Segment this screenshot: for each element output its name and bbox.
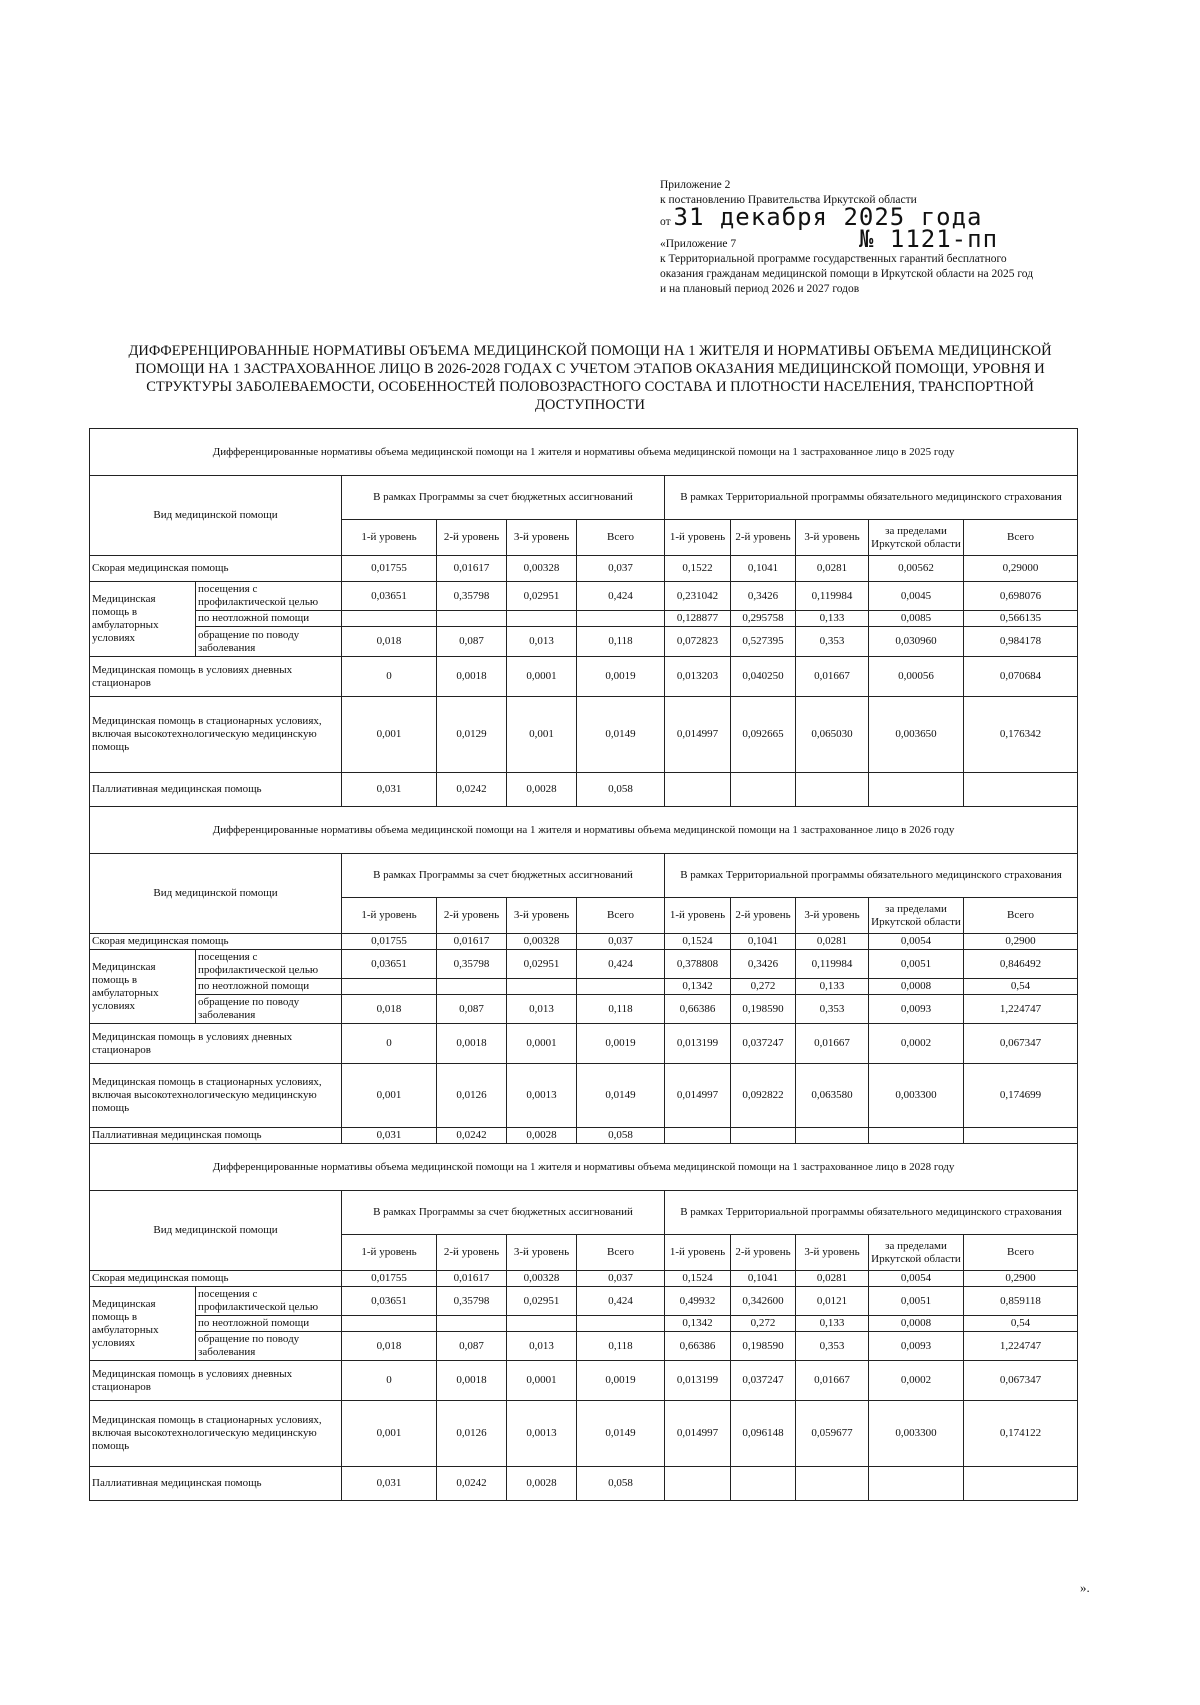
value-cell: 0,02951 <box>507 582 577 611</box>
table-row <box>90 582 1078 611</box>
column-header: за пределами Иркутской области <box>869 898 964 934</box>
table-row <box>90 1128 1078 1144</box>
value-cell: 0,424 <box>577 950 665 979</box>
column-header: Всего <box>577 1235 665 1271</box>
value-cell: 0,087 <box>437 627 507 657</box>
value-cell: 0 <box>342 657 437 697</box>
value-cell: 0,018 <box>342 1332 437 1361</box>
budget-header: В рамках Программы за счет бюджетных ассигнований <box>342 1191 665 1235</box>
value-cell: 0,087 <box>437 995 507 1024</box>
empty-cell <box>342 1316 437 1332</box>
row-label-palliative: Паллиативная медицинская помощь <box>90 1128 342 1144</box>
value-cell: 0,133 <box>796 979 869 995</box>
value-cell: 0,54 <box>964 979 1078 995</box>
value-cell: 0,092822 <box>731 1064 796 1128</box>
value-cell: 0,1522 <box>665 556 731 582</box>
value-cell: 0,003300 <box>869 1064 964 1128</box>
value-cell: 0,067347 <box>964 1361 1078 1401</box>
value-cell: 1,224747 <box>964 1332 1078 1361</box>
value-cell: 0,0051 <box>869 950 964 979</box>
value-cell: 0,096148 <box>731 1401 796 1467</box>
empty-cell <box>964 1467 1078 1501</box>
value-cell: 0,065030 <box>796 697 869 773</box>
value-cell: 0,059677 <box>796 1401 869 1467</box>
value-cell: 0,424 <box>577 1287 665 1316</box>
value-cell: 0,067347 <box>964 1024 1078 1064</box>
value-cell: 0,1041 <box>731 556 796 582</box>
column-header: Всего <box>577 898 665 934</box>
value-cell: 0,0013 <box>507 1064 577 1128</box>
value-cell: 0,037 <box>577 556 665 582</box>
closing-quote: ». <box>1080 1580 1090 1595</box>
row-label-disease: обращение по поводу заболевания <box>196 627 342 657</box>
value-cell: 0,0126 <box>437 1401 507 1467</box>
row-label-disease: обращение по поводу заболевания <box>196 995 342 1024</box>
value-cell: 0,698076 <box>964 582 1078 611</box>
value-cell: 0,0129 <box>437 697 507 773</box>
value-cell: 0,0085 <box>869 611 964 627</box>
table-caption-row <box>90 1144 1078 1191</box>
value-cell: 0,031 <box>342 1128 437 1144</box>
value-cell: 0,014997 <box>665 697 731 773</box>
value-cell: 0,527395 <box>731 627 796 657</box>
value-cell: 0 <box>342 1024 437 1064</box>
value-cell: 0,176342 <box>964 697 1078 773</box>
value-cell: 0,118 <box>577 627 665 657</box>
value-cell: 0,424 <box>577 582 665 611</box>
table-row <box>90 657 1078 697</box>
column-header: 2-й уровень <box>437 520 507 556</box>
value-cell: 0,1342 <box>665 1316 731 1332</box>
column-header: 1-й уровень <box>342 520 437 556</box>
column-header: 2-й уровень <box>731 1235 796 1271</box>
resolution-ref: к постановлению Правительства Иркутской области <box>660 194 917 206</box>
value-cell: 0,0019 <box>577 1024 665 1064</box>
table-row <box>90 950 1078 979</box>
value-cell: 0,087 <box>437 1332 507 1361</box>
oms-header: В рамках Территориальной программы обязательного медицинского страхования <box>665 854 1078 898</box>
from-prefix: от <box>660 216 671 228</box>
empty-cell <box>796 1128 869 1144</box>
value-cell: 0,1524 <box>665 934 731 950</box>
value-cell: 0,037247 <box>731 1361 796 1401</box>
oms-header: В рамках Территориальной программы обязательного медицинского страхования <box>665 476 1078 520</box>
value-cell: 0,0028 <box>507 1128 577 1144</box>
value-cell: 0,018 <box>342 995 437 1024</box>
row-label-ambulance: Скорая медицинская помощь <box>90 1271 342 1287</box>
table-row <box>90 934 1078 950</box>
row-label-palliative: Паллиативная медицинская помощь <box>90 773 342 807</box>
table-row <box>90 1271 1078 1287</box>
value-cell: 0,0008 <box>869 1316 964 1332</box>
row-label-outpatient: Медицинская помощь в амбулаторных условиях <box>90 950 196 1024</box>
value-cell: 0,0281 <box>796 934 869 950</box>
column-header: 3-й уровень <box>507 1235 577 1271</box>
column-header: 3-й уровень <box>796 520 869 556</box>
value-cell: 0,119984 <box>796 582 869 611</box>
row-label-inpatient: Медицинская помощь в стационарных условиях, включая высокотехнологическую медицинскую помощь <box>90 697 342 773</box>
table-row <box>90 1361 1078 1401</box>
value-cell: 0,001 <box>342 1064 437 1128</box>
table-header-row <box>90 1191 1078 1235</box>
empty-cell <box>507 611 577 627</box>
column-header: 1-й уровень <box>665 1235 731 1271</box>
value-cell: 0,037 <box>577 1271 665 1287</box>
value-cell: 1,224747 <box>964 995 1078 1024</box>
value-cell: 0,0149 <box>577 1401 665 1467</box>
value-cell: 0,03651 <box>342 582 437 611</box>
value-cell: 0,02951 <box>507 950 577 979</box>
value-cell: 0,35798 <box>437 1287 507 1316</box>
empty-cell <box>507 979 577 995</box>
normatives-tables <box>89 428 1077 1501</box>
value-cell: 0,0001 <box>507 1361 577 1401</box>
value-cell: 0,013203 <box>665 657 731 697</box>
empty-cell <box>665 1467 731 1501</box>
value-cell: 0,058 <box>577 773 665 807</box>
value-cell: 0,0018 <box>437 657 507 697</box>
value-cell: 0,0018 <box>437 1024 507 1064</box>
value-cell: 0,018 <box>342 627 437 657</box>
value-cell: 0,0019 <box>577 657 665 697</box>
value-cell: 0,092665 <box>731 697 796 773</box>
value-cell: 0,0002 <box>869 1024 964 1064</box>
value-cell: 0,1041 <box>731 1271 796 1287</box>
value-cell: 0,0045 <box>869 582 964 611</box>
row-label-urgent: по неотложной помощи <box>196 979 342 995</box>
document-title: ДИФФЕРЕНЦИРОВАННЫЕ НОРМАТИВЫ ОБЪЕМА МЕДИЦИНСКОЙ ПОМОЩИ НА 1 ЖИТЕЛЯ И НОРМАТИВЫ ОБЪЕМА МЕДИЦИНСКОЙ ПОМОЩИ НА 1 ЗАСТРАХОВАННОЕ ЛИЦО В 2026-2028 ГОДАХ С УЧЕТОМ ЭТАПОВ ОКАЗАНИЯ МЕДИЦИНСКОЙ ПОМОЩИ, УРОВНЯ И СТРУКТУРЫ ЗАБОЛЕВАЕМОСТИ, ОСОБЕННОСТЕЙ ПОЛОВОЗРАСТНОГО СОСТАВА И ПЛОТНОСТИ НАСЕЛЕНИЯ, ТРАНСПОРТНОЙ ДОСТУПНОСТИ <box>128 343 1052 413</box>
empty-cell <box>964 1128 1078 1144</box>
table-row <box>90 1287 1078 1316</box>
value-cell: 0,0242 <box>437 1467 507 1501</box>
value-cell: 0,0281 <box>796 1271 869 1287</box>
row-label-visits: посещения с профилактической целью <box>196 1287 342 1316</box>
value-cell: 0,174122 <box>964 1401 1078 1467</box>
value-cell: 0,037247 <box>731 1024 796 1064</box>
value-cell: 0,031 <box>342 773 437 807</box>
value-cell: 0,01667 <box>796 1361 869 1401</box>
value-cell: 0,014997 <box>665 1401 731 1467</box>
value-cell: 0,0013 <box>507 1401 577 1467</box>
table-row <box>90 979 1078 995</box>
table-row <box>90 773 1078 807</box>
empty-cell <box>437 611 507 627</box>
value-cell: 0,01617 <box>437 934 507 950</box>
empty-cell <box>437 979 507 995</box>
value-cell: 0,566135 <box>964 611 1078 627</box>
value-cell: 0,01755 <box>342 934 437 950</box>
value-cell: 0,0028 <box>507 773 577 807</box>
value-cell: 0,00328 <box>507 934 577 950</box>
value-cell: 0,353 <box>796 995 869 1024</box>
value-cell: 0,0149 <box>577 697 665 773</box>
value-cell: 0,013 <box>507 1332 577 1361</box>
value-cell: 0,272 <box>731 979 796 995</box>
handwritten-number: № 1121-пп <box>858 225 999 253</box>
value-cell: 0,0242 <box>437 1128 507 1144</box>
value-cell: 0,119984 <box>796 950 869 979</box>
value-cell: 0,859118 <box>964 1287 1078 1316</box>
row-label-inpatient: Медицинская помощь в стационарных условиях, включая высокотехнологическую медицинскую помощь <box>90 1064 342 1128</box>
value-cell: 0,001 <box>507 697 577 773</box>
value-cell: 0,01755 <box>342 1271 437 1287</box>
value-cell: 0,058 <box>577 1128 665 1144</box>
table-row <box>90 1316 1078 1332</box>
value-cell: 0,001 <box>342 697 437 773</box>
handwritten-date: 31 декабря 2025 года <box>673 203 983 231</box>
budget-header: В рамках Программы за счет бюджетных ассигнований <box>342 854 665 898</box>
value-cell: 0,3426 <box>731 950 796 979</box>
column-header: 2-й уровень <box>731 898 796 934</box>
table-caption: Дифференцированные нормативы объема медицинской помощи на 1 жителя и нормативы объема медицинской помощи на 1 застрахованное лицо в 2026 году <box>90 807 1078 854</box>
value-cell: 0,030960 <box>869 627 964 657</box>
annex-7-label: «Приложение 7 <box>660 238 737 250</box>
column-header: Всего <box>964 520 1078 556</box>
table-caption: Дифференцированные нормативы объема медицинской помощи на 1 жителя и нормативы объема медицинской помощи на 1 застрахованное лицо в 2028 году <box>90 1144 1078 1191</box>
value-cell: 0,03651 <box>342 1287 437 1316</box>
value-cell: 0,35798 <box>437 950 507 979</box>
empty-cell <box>869 1128 964 1144</box>
table-row <box>90 627 1078 657</box>
col-type-header: Вид медицинской помощи <box>90 476 342 556</box>
annex-7-line <box>660 225 1100 253</box>
value-cell: 0,0054 <box>869 934 964 950</box>
table-row <box>90 995 1078 1024</box>
value-cell: 0,272 <box>731 1316 796 1332</box>
value-cell: 0,133 <box>796 1316 869 1332</box>
oms-header: В рамках Территориальной программы обязательного медицинского страхования <box>665 1191 1078 1235</box>
table-row <box>90 1401 1078 1467</box>
table-row <box>90 697 1078 773</box>
value-cell: 0,174699 <box>964 1064 1078 1128</box>
value-cell: 0,0149 <box>577 1064 665 1128</box>
row-label-disease: обращение по поводу заболевания <box>196 1332 342 1361</box>
value-cell: 0,0121 <box>796 1287 869 1316</box>
value-cell: 0,0001 <box>507 1024 577 1064</box>
empty-cell <box>796 773 869 807</box>
program-ref-3: и на плановый период 2026 и 2027 годов <box>660 283 860 295</box>
value-cell: 0,198590 <box>731 995 796 1024</box>
column-header: 1-й уровень <box>665 898 731 934</box>
table-row <box>90 1024 1078 1064</box>
value-cell: 0,013199 <box>665 1361 731 1401</box>
value-cell: 0,378808 <box>665 950 731 979</box>
table-header-row <box>90 854 1078 898</box>
value-cell: 0,01755 <box>342 556 437 582</box>
value-cell: 0,058 <box>577 1467 665 1501</box>
budget-header: В рамках Программы за счет бюджетных ассигнований <box>342 476 665 520</box>
empty-cell <box>964 773 1078 807</box>
value-cell: 0,01617 <box>437 1271 507 1287</box>
value-cell: 0,54 <box>964 1316 1078 1332</box>
column-header: 1-й уровень <box>342 1235 437 1271</box>
document-header <box>660 178 1100 297</box>
table-row <box>90 1332 1078 1361</box>
row-label-outpatient: Медицинская помощь в амбулаторных условиях <box>90 1287 196 1361</box>
value-cell: 0,66386 <box>665 1332 731 1361</box>
empty-cell <box>437 1316 507 1332</box>
value-cell: 0,353 <box>796 627 869 657</box>
value-cell: 0,66386 <box>665 995 731 1024</box>
value-cell: 0,013199 <box>665 1024 731 1064</box>
value-cell: 0,0051 <box>869 1287 964 1316</box>
value-cell: 0,0002 <box>869 1361 964 1401</box>
table-row <box>90 556 1078 582</box>
table-header-row <box>90 476 1078 520</box>
value-cell: 0,0281 <box>796 556 869 582</box>
normatives-table <box>89 428 1078 1501</box>
value-cell: 0,0001 <box>507 657 577 697</box>
value-cell: 0,295758 <box>731 611 796 627</box>
value-cell: 0,118 <box>577 1332 665 1361</box>
row-label-day-hospital: Медицинская помощь в условиях дневных стационаров <box>90 1024 342 1064</box>
column-header: Всего <box>964 1235 1078 1271</box>
value-cell: 0,00328 <box>507 1271 577 1287</box>
value-cell: 0,2900 <box>964 934 1078 950</box>
row-label-palliative: Паллиативная медицинская помощь <box>90 1467 342 1501</box>
value-cell: 0,35798 <box>437 582 507 611</box>
value-cell: 0,00328 <box>507 556 577 582</box>
empty-cell <box>869 1467 964 1501</box>
value-cell: 0,0093 <box>869 1332 964 1361</box>
row-label-day-hospital: Медицинская помощь в условиях дневных стационаров <box>90 1361 342 1401</box>
value-cell: 0,0126 <box>437 1064 507 1128</box>
col-type-header: Вид медицинской помощи <box>90 854 342 934</box>
column-header: 2-й уровень <box>731 520 796 556</box>
row-label-visits: посещения с профилактической целью <box>196 950 342 979</box>
value-cell: 0,040250 <box>731 657 796 697</box>
column-header: за пределами Иркутской области <box>869 520 964 556</box>
value-cell: 0,01617 <box>437 556 507 582</box>
value-cell: 0,353 <box>796 1332 869 1361</box>
column-header: Всего <box>964 898 1078 934</box>
value-cell: 0,49932 <box>665 1287 731 1316</box>
empty-cell <box>507 1316 577 1332</box>
table-caption: Дифференцированные нормативы объема медицинской помощи на 1 жителя и нормативы объема медицинской помощи на 1 застрахованное лицо в 2025 году <box>90 429 1078 476</box>
empty-cell <box>731 773 796 807</box>
value-cell: 0,00562 <box>869 556 964 582</box>
value-cell: 0,0028 <box>507 1467 577 1501</box>
empty-cell <box>577 979 665 995</box>
empty-cell <box>796 1467 869 1501</box>
value-cell: 0,063580 <box>796 1064 869 1128</box>
empty-cell <box>577 611 665 627</box>
column-header: 1-й уровень <box>342 898 437 934</box>
row-label-urgent: по неотложной помощи <box>196 1316 342 1332</box>
row-label-inpatient: Медицинская помощь в стационарных условиях, включая высокотехнологическую медицинскую помощь <box>90 1401 342 1467</box>
value-cell: 0,070684 <box>964 657 1078 697</box>
table-caption-row <box>90 429 1078 476</box>
column-header: 3-й уровень <box>507 898 577 934</box>
empty-cell <box>577 1316 665 1332</box>
column-header: 3-й уровень <box>796 1235 869 1271</box>
row-label-visits: посещения с профилактической целью <box>196 582 342 611</box>
empty-cell <box>342 979 437 995</box>
column-header: за пределами Иркутской области <box>869 1235 964 1271</box>
value-cell: 0,0242 <box>437 773 507 807</box>
table-caption-row <box>90 807 1078 854</box>
value-cell: 0,846492 <box>964 950 1078 979</box>
value-cell: 0 <box>342 1361 437 1401</box>
column-header: 1-й уровень <box>665 520 731 556</box>
value-cell: 0,00056 <box>869 657 964 697</box>
value-cell: 0,118 <box>577 995 665 1024</box>
value-cell: 0,133 <box>796 611 869 627</box>
value-cell: 0,003650 <box>869 697 964 773</box>
value-cell: 0,072823 <box>665 627 731 657</box>
value-cell: 0,01667 <box>796 657 869 697</box>
value-cell: 0,014997 <box>665 1064 731 1128</box>
value-cell: 0,0018 <box>437 1361 507 1401</box>
column-header: 2-й уровень <box>437 898 507 934</box>
table-row <box>90 1064 1078 1128</box>
row-label-outpatient: Медицинская помощь в амбулаторных условиях <box>90 582 196 657</box>
empty-cell <box>869 773 964 807</box>
column-header: 2-й уровень <box>437 1235 507 1271</box>
annex-number: Приложение 2 <box>660 179 731 191</box>
empty-cell <box>342 611 437 627</box>
value-cell: 0,013 <box>507 627 577 657</box>
value-cell: 0,0093 <box>869 995 964 1024</box>
value-cell: 0,128877 <box>665 611 731 627</box>
value-cell: 0,01667 <box>796 1024 869 1064</box>
table-row <box>90 1467 1078 1501</box>
value-cell: 0,0019 <box>577 1361 665 1401</box>
value-cell: 0,984178 <box>964 627 1078 657</box>
value-cell: 0,3426 <box>731 582 796 611</box>
program-ref-2: оказания гражданам медицинской помощи в Иркутской области на 2025 год <box>660 268 1034 280</box>
empty-cell <box>731 1128 796 1144</box>
row-label-urgent: по неотложной помощи <box>196 611 342 627</box>
value-cell: 0,02951 <box>507 1287 577 1316</box>
value-cell: 0,198590 <box>731 1332 796 1361</box>
row-label-ambulance: Скорая медицинская помощь <box>90 934 342 950</box>
column-header: 3-й уровень <box>507 520 577 556</box>
value-cell: 0,29000 <box>964 556 1078 582</box>
value-cell: 0,013 <box>507 995 577 1024</box>
col-type-header: Вид медицинской помощи <box>90 1191 342 1271</box>
empty-cell <box>665 773 731 807</box>
column-header: Всего <box>577 520 665 556</box>
row-label-ambulance: Скорая медицинская помощь <box>90 556 342 582</box>
column-header: 3-й уровень <box>796 898 869 934</box>
value-cell: 0,003300 <box>869 1401 964 1467</box>
value-cell: 0,0054 <box>869 1271 964 1287</box>
value-cell: 0,1041 <box>731 934 796 950</box>
value-cell: 0,2900 <box>964 1271 1078 1287</box>
value-cell: 0,03651 <box>342 950 437 979</box>
empty-cell <box>665 1128 731 1144</box>
value-cell: 0,342600 <box>731 1287 796 1316</box>
value-cell: 0,0008 <box>869 979 964 995</box>
program-ref-1: к Территориальной программе государственных гарантий бесплатного <box>660 253 1007 265</box>
value-cell: 0,001 <box>342 1401 437 1467</box>
value-cell: 0,031 <box>342 1467 437 1501</box>
value-cell: 0,1342 <box>665 979 731 995</box>
value-cell: 0,1524 <box>665 1271 731 1287</box>
value-cell: 0,231042 <box>665 582 731 611</box>
table-row <box>90 611 1078 627</box>
value-cell: 0,037 <box>577 934 665 950</box>
row-label-day-hospital: Медицинская помощь в условиях дневных стационаров <box>90 657 342 697</box>
empty-cell <box>731 1467 796 1501</box>
